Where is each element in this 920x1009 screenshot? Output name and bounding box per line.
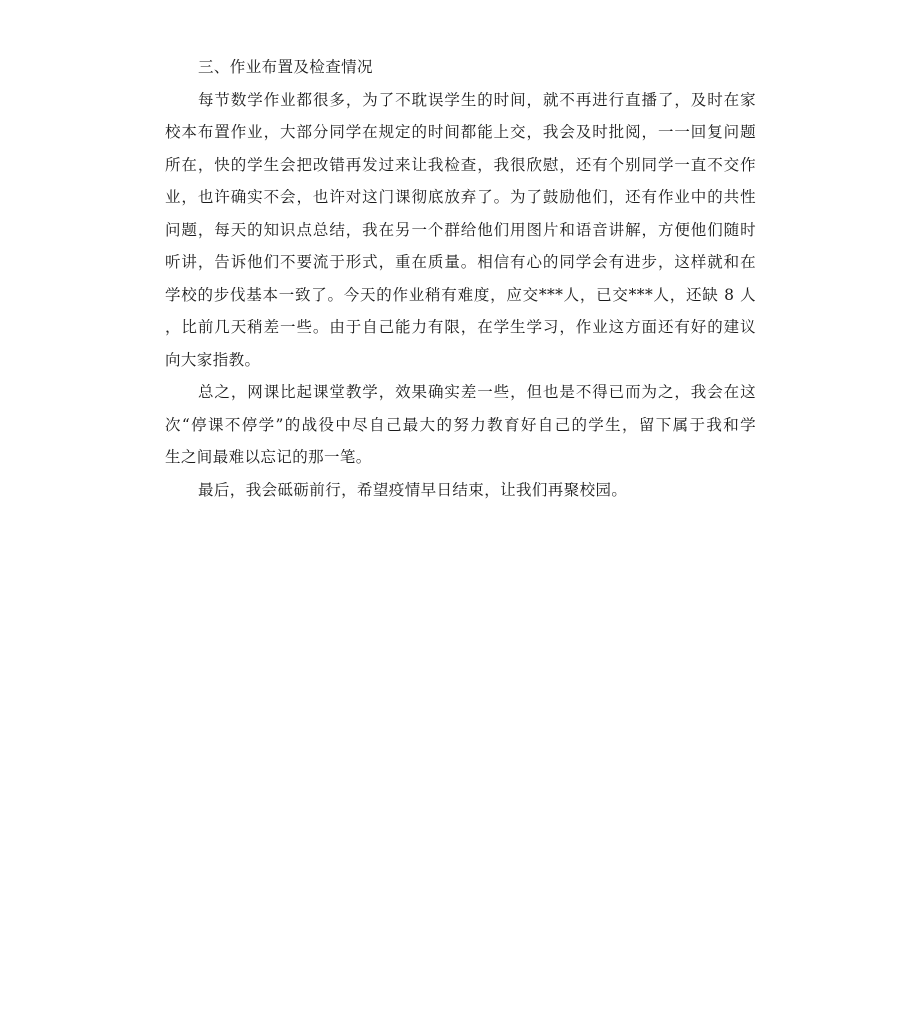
paragraph-line: ，比前几天稍差一些。由于自己能力有限，在学生学习，作业这方面还有好的建议 [165,318,756,336]
document-body [165,51,756,506]
paragraph-line: 业，也许确实不会，也许对这门课彻底放弃了。为了鼓励他们，还有作业中的共性 [165,188,756,206]
paragraph-line: 生之间最难以忘记的那一笔。 [165,448,372,466]
paragraph-line: 问题，每天的知识点总结，我在另一个群给他们用图片和语音讲解，方便他们随时 [165,220,756,239]
paragraph-line: 次“停课不停学”的战役中尽自己最大的努力教育好自己的学生，留下属于我和学 [165,415,756,434]
paragraph-line: 每节数学作业都很多，为了不耽误学生的时间，就不再进行直播了，及时在家 [198,90,756,109]
paragraph-homework [165,84,756,377]
paragraph-line: 最后，我会砥砺前行，希望疫情早日结束，让我们再聚校园。 [198,480,628,499]
paragraph-line: 向大家指教。 [165,350,261,369]
paragraph-line: 学校的步伐基本一致了。今天的作业稍有难度，应交***人，已交***人，还缺 8 人 [165,285,756,304]
paragraph-summary [165,376,756,474]
paragraph-line: 总之，网课比起课堂教学，效果确实差一些，但也是不得已而为之，我会在这 [198,383,756,401]
paragraph-line: 校本布置作业，大部分同学在规定的时间都能上交，我会及时批阅，一一回复问题 [165,123,756,141]
paragraph-line: 听讲，告诉他们不要流于形式，重在质量。相信有心的同学会有进步，这样就和在 [165,253,756,271]
paragraph-line: 所在，快的学生会把改错再发过来让我检查，我很欣慰，还有个别同学一直不交作 [165,155,756,174]
section-heading: 三、作业布置及检查情况 [198,58,373,76]
paragraph-closing [165,474,756,507]
